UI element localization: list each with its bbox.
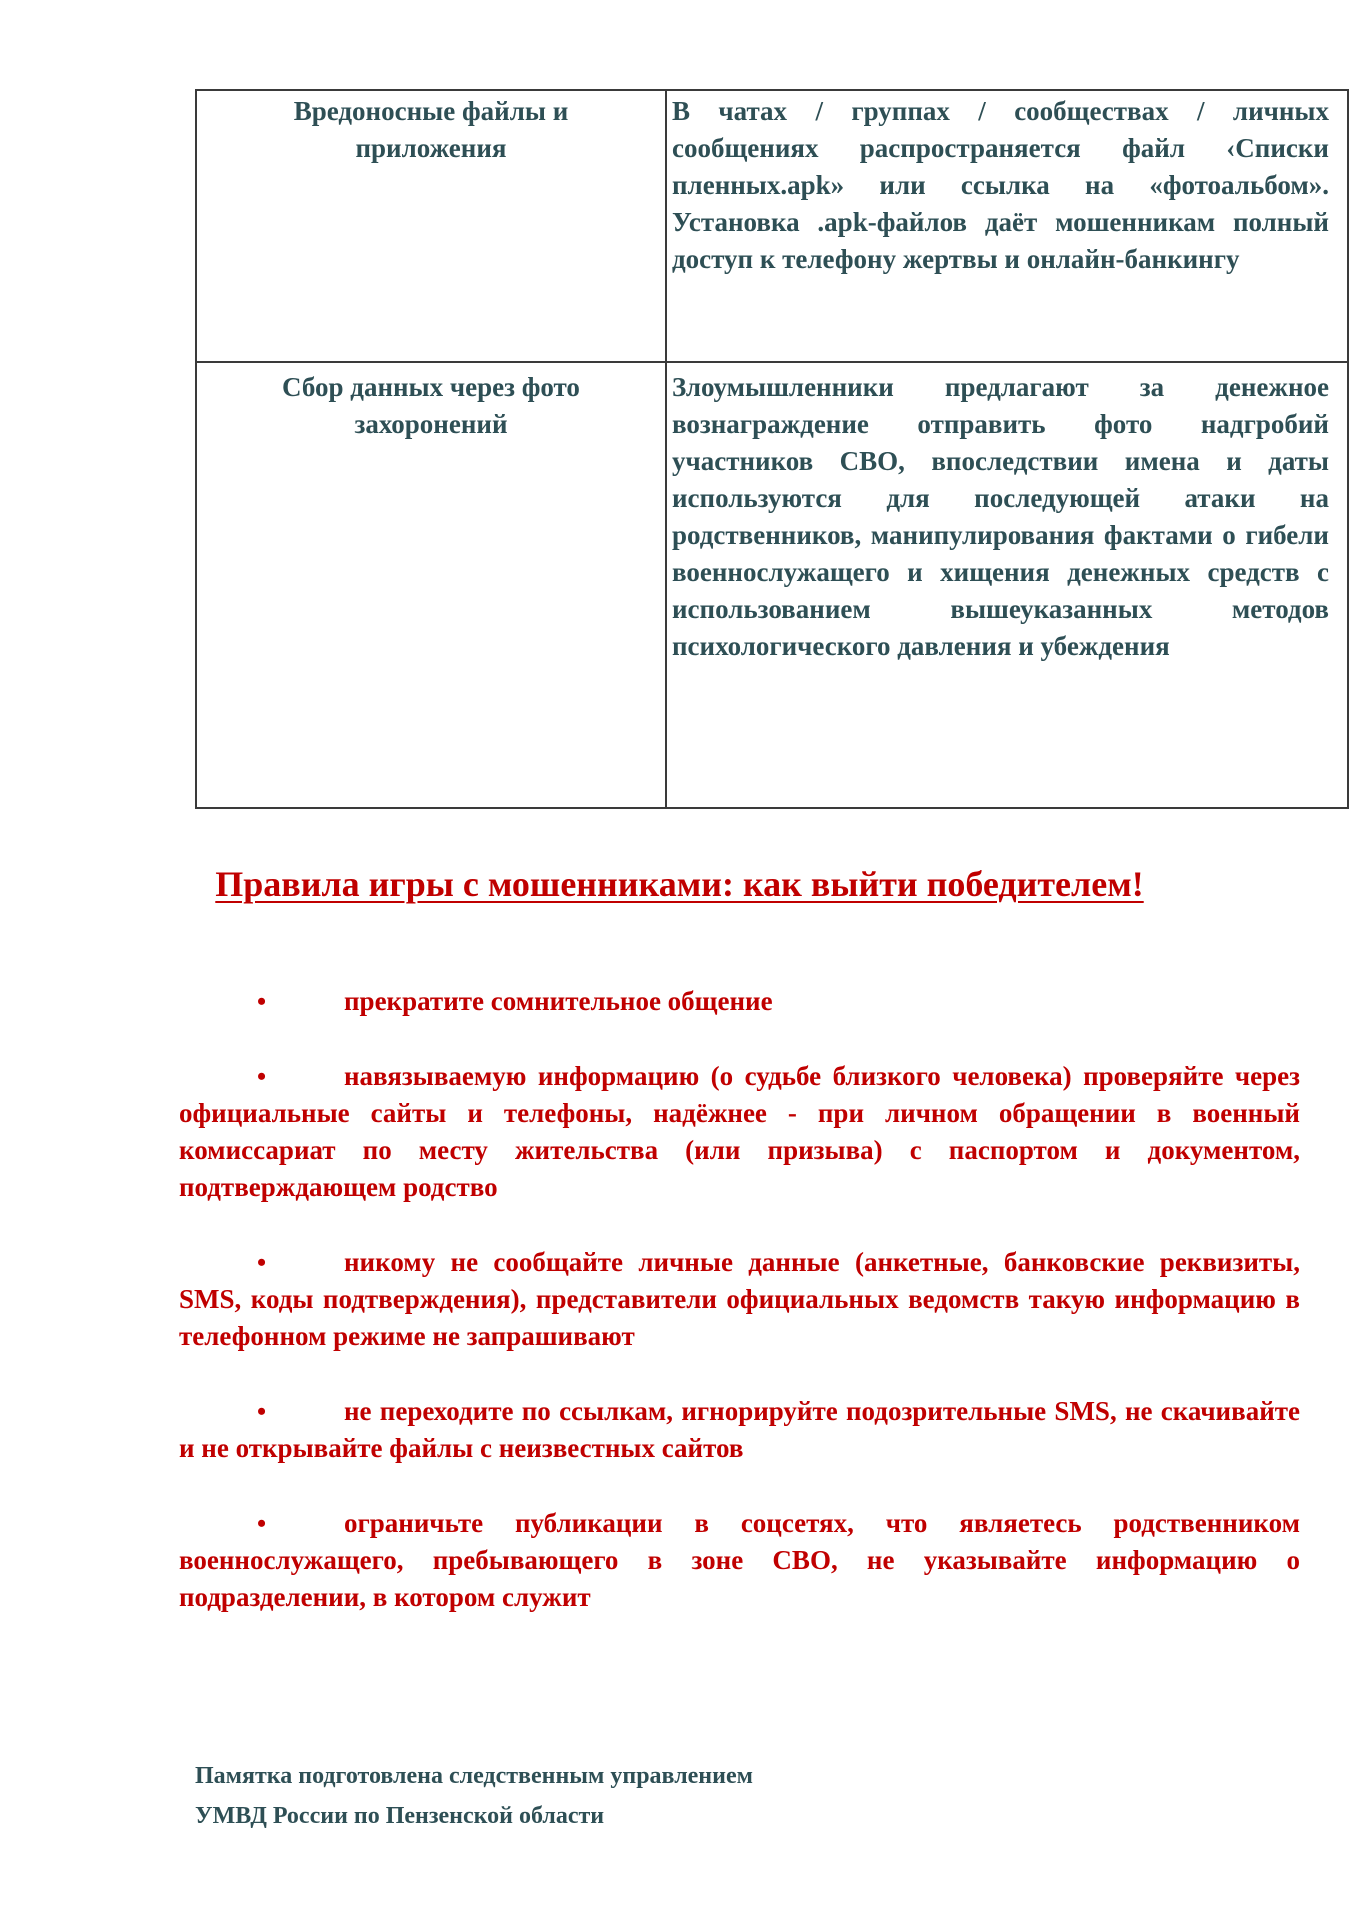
rule-text: не переходите по ссылкам, игнорируйте подозрительные SMS, не скачивайте и не открывайте файлы с неизвестных сайтов — [179, 1396, 1300, 1463]
rule-text: никому не сообщайте личные данные (анкетные, банковские реквизиты, SMS, коды подтверждения), представители официальных ведомств такую информацию в телефонном режиме не запрашивают — [179, 1247, 1300, 1351]
bullet-icon: • — [257, 1509, 267, 1538]
rule-text: прекратите сомнительное общение — [344, 986, 773, 1016]
table-cell-label: Вредоносные файлы и приложения — [196, 90, 666, 362]
rules-heading: Правила игры с мошенниками: как выйти победителем! — [215, 864, 1144, 904]
table-cell-label: Сбор данных через фото захоронений — [196, 362, 666, 808]
bullet-icon: • — [257, 987, 267, 1016]
list-item — [179, 1505, 1300, 1616]
list-item — [179, 983, 1300, 1020]
rule-text: навязываемую информацию (о судьбе близкого человека) проверяйте через официальные сайты и телефоны, надёжнее - при личном обращении в военный комиссариат по месту жительства (или призыва) с паспортом и документом, подтверждающем родство — [179, 1061, 1300, 1202]
rules-list — [179, 983, 1300, 1654]
bullet-icon: • — [257, 1397, 267, 1426]
bullet-icon: • — [257, 1062, 267, 1091]
list-item — [179, 1244, 1300, 1355]
table-cell-description: Злоумышленники предлагают за денежное вознаграждение отправить фото надгробий участников СВО, впоследствии имена и даты используются для последующей атаки на родственников, манипулирования фактами о гибели военнослужащего и хищения денежных средств с использованием вышеуказанных методов психологического давления и убеждения — [666, 362, 1348, 808]
scheme-table — [195, 89, 1349, 809]
bullet-icon: • — [257, 1248, 267, 1277]
table-row — [196, 90, 1348, 362]
footer — [195, 1756, 753, 1836]
footer-line-organization: УМВД России по Пензенской области — [195, 1803, 605, 1829]
table-cell-description: В чатах / группах / сообществах / личных сообщениях распространяется файл ‹Списки пленных.apk» или ссылка на «фотоальбом». Установка .apk-файлов даёт мошенникам полный доступ к телефону жертвы и онлайн-банкингу — [666, 90, 1348, 362]
rule-text: ограничьте публикации в соцсетях, что являетесь родственником военнослужащего, пребывающего в зоне СВО, не указывайте информацию о подразделении, в котором служит — [179, 1508, 1300, 1612]
list-item — [179, 1058, 1300, 1206]
table-row — [196, 362, 1348, 808]
footer-line-authority: Памятка подготовлена следственным управлением — [195, 1763, 753, 1789]
list-item — [179, 1393, 1300, 1467]
